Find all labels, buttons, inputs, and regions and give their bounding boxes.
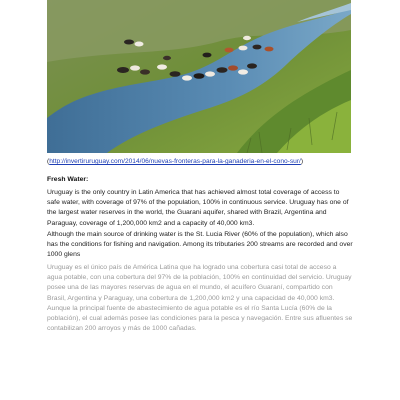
paragraph-spanish: Uruguay es el único país de América Latina que ha logrado una cobertura casi total de acceso a agua potable, con una cobertura del 97% de la población, 100% en continuidad del servicio. Uruguay posee una de las mayores reservas de agua en el mundo, el acuífero Guaraní, compartido con Brasil, Argentina y Paraguay, una cobertura de 1,200,000 km2 y una capacidad de 40,000 km3. Aunque la principal fuente de abastecimiento de agua potable es el río Santa Lucía (60% de la población), el cual además posee las condiciones para la pesca y navegación. Entre sus afluentes se contabilizan 200 arroyos y más de 1000 cañadas. [47,264,353,333]
river-cattle-photo [47,0,351,153]
source-link[interactable]: http://invertiruruguay.com/2014/06/nuevas-fronteras-para-la-ganaderia-en-el-cono-sur/ [49,158,301,165]
section-heading: Fresh Water: [47,176,89,183]
source-open-paren: ( [47,158,50,165]
source-close-paren: ) [300,158,304,165]
image-source-caption [47,157,367,166]
river-cattle-image [47,0,351,153]
paragraph-english-coverage: Uruguay is the only country in Latin America that has achieved almost total coverage of access to safe water, with coverage of 97% of the population, 100% in continuous service. Uruguay has one of the largest water reserves in the world, the Guarani aquifer, shared with Brazil, Argentina and Paraguay, coverage of 1,200,000 km2 and a capacity of 40,000 km3. [47,189,349,227]
paragraph-english-river: Although the main source of drinking water is the St. Lucia River (60% of the population), which also has the conditions for fishing and navigation. Among its tributaries 200 streams are recorded and over 1000 glens [47,231,353,259]
